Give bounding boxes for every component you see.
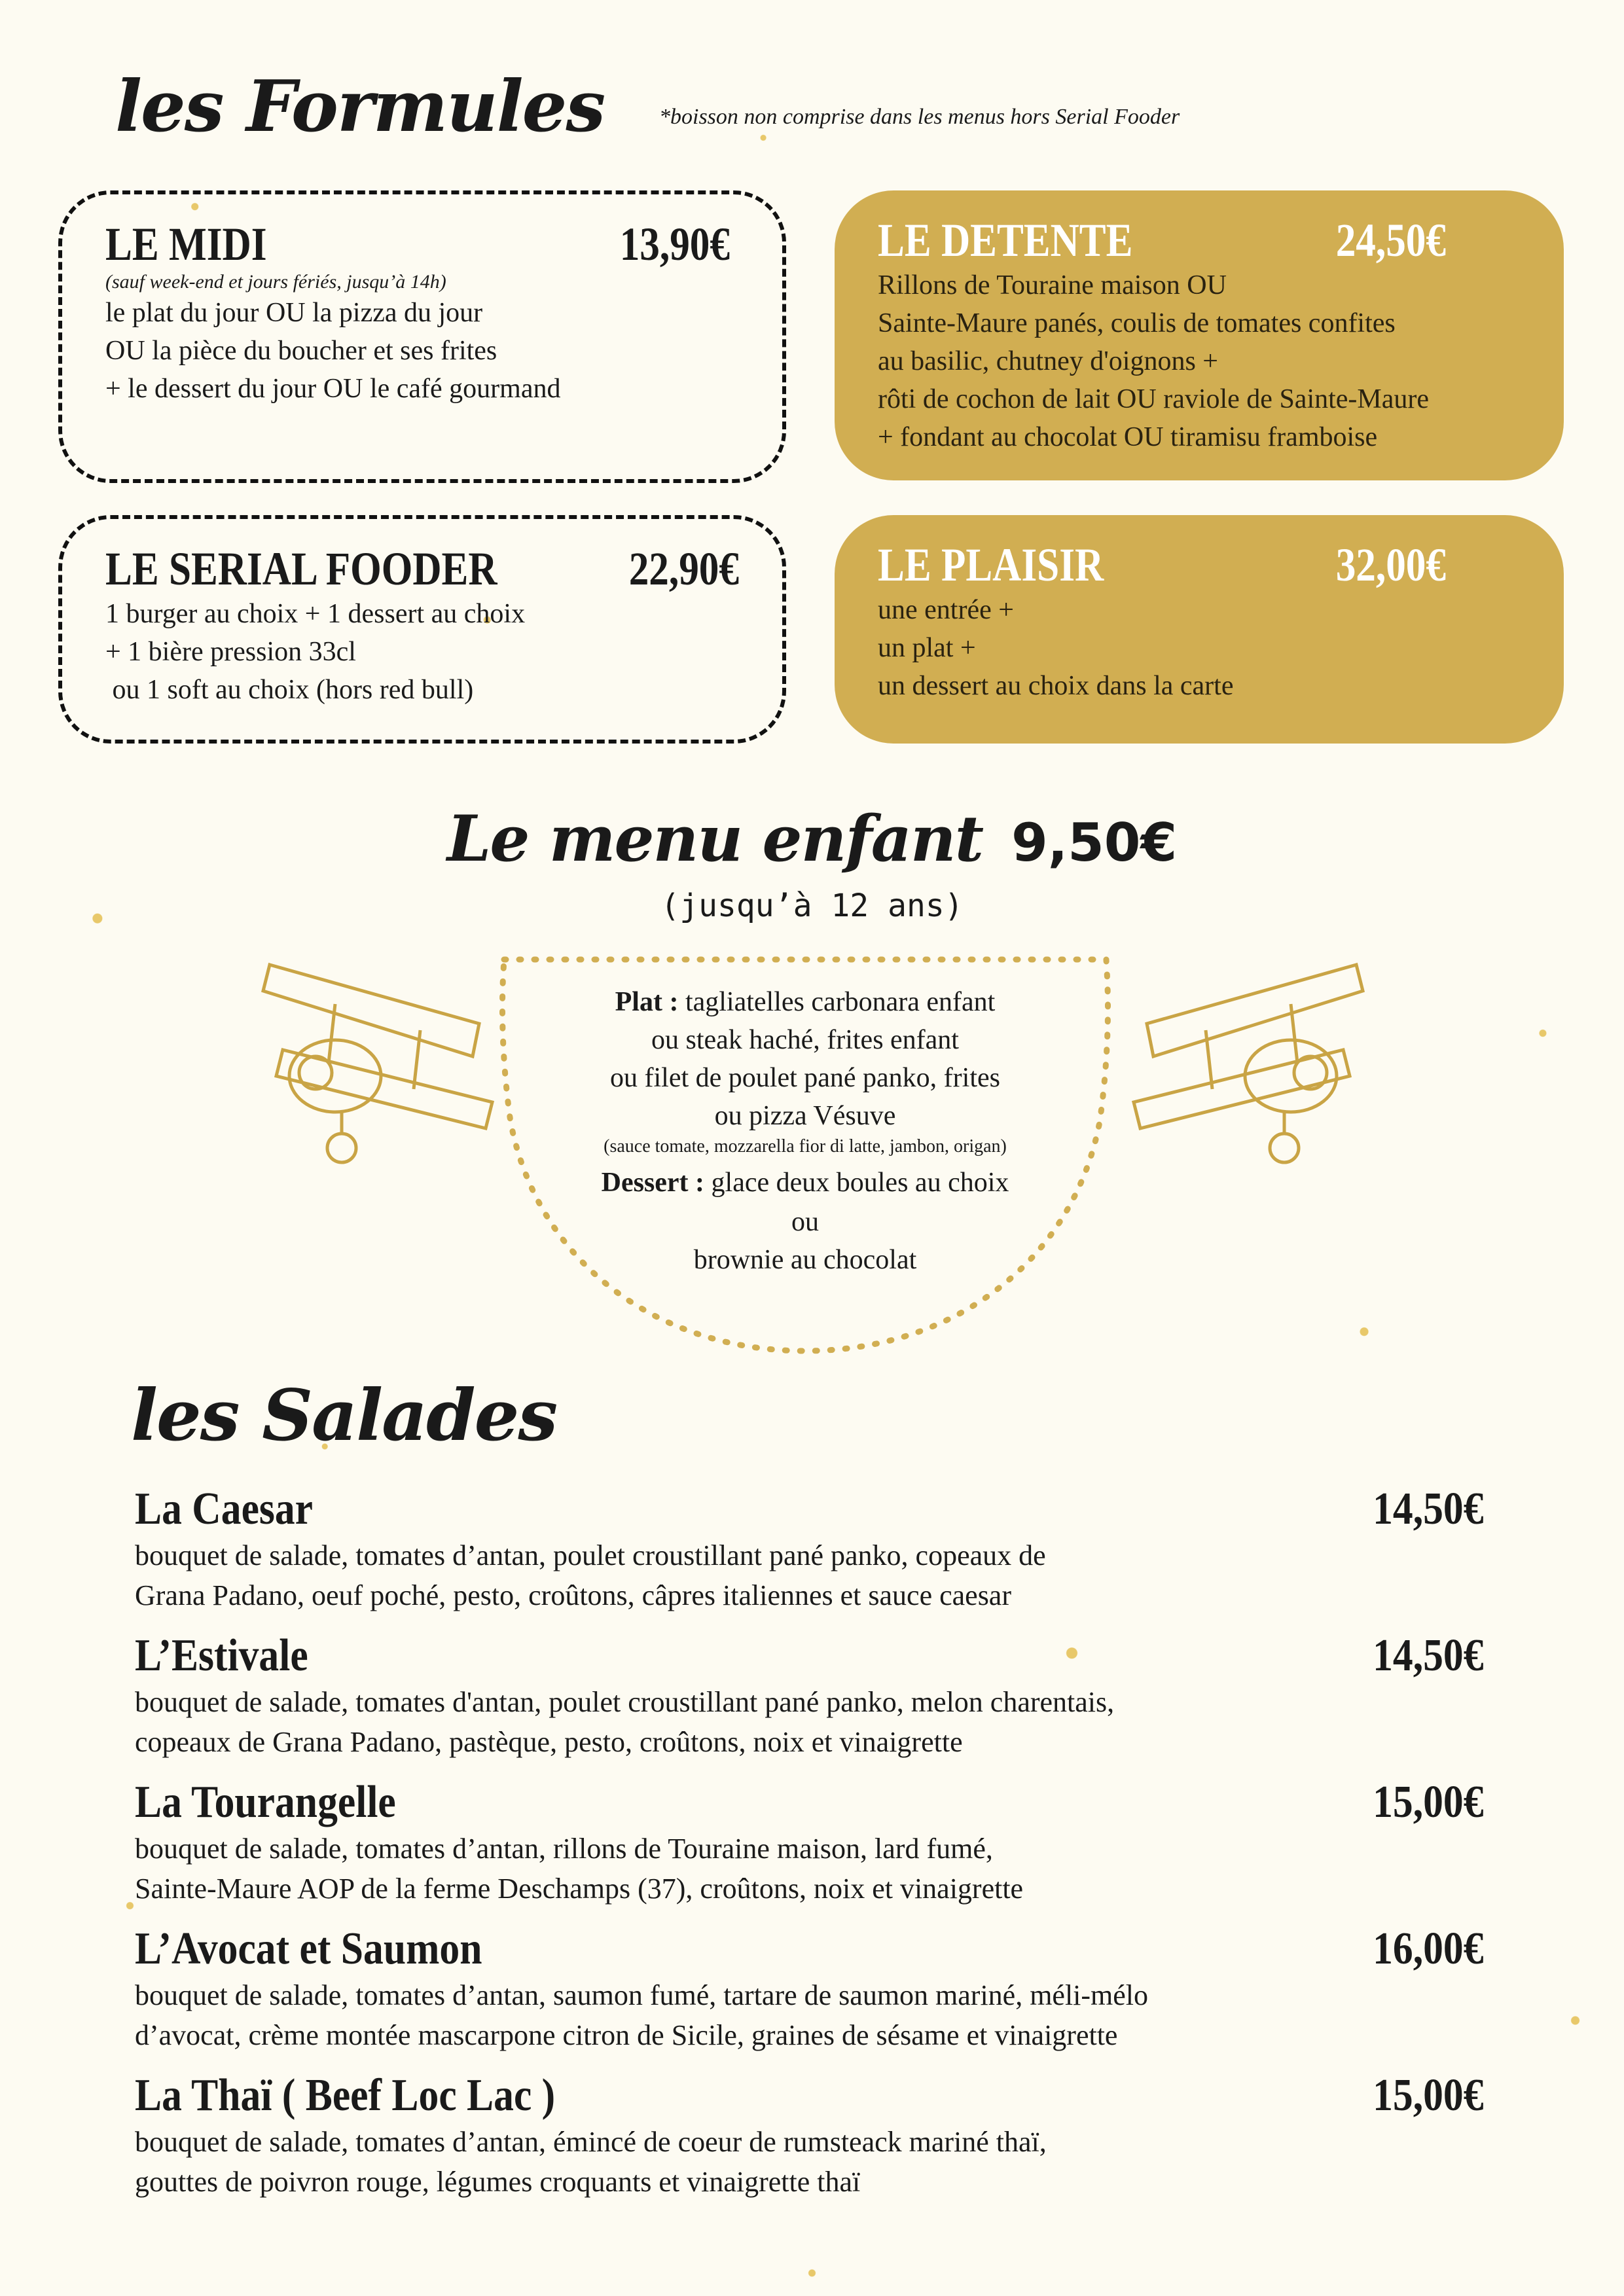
salad-price: 14,50€ xyxy=(1372,1484,1483,1534)
formule-title: LE MIDI xyxy=(105,218,267,270)
dessert-label: Dessert : xyxy=(601,1168,705,1198)
dessert-option: ou xyxy=(791,1207,819,1237)
kids-age: (jusqu’à 12 ans) xyxy=(660,888,964,924)
formule-serial-fooder xyxy=(58,515,786,744)
formule-line: un dessert au choix dans la carte xyxy=(878,671,1234,701)
formule-line: rôti de cochon de lait OU raviole de Sainte-Maure xyxy=(878,384,1430,414)
salad-name: L’Avocat et Saumon xyxy=(135,1924,482,1974)
biplane-right-icon xyxy=(1121,952,1369,1174)
salad-price: 16,00€ xyxy=(1372,1924,1483,1974)
salad-item xyxy=(135,1923,1483,2055)
formule-line: un plat + xyxy=(878,633,976,663)
salad-desc: copeaux de Grana Padano, pastèque, pesto, croûtons, noix et vinaigrette xyxy=(135,1726,963,1758)
pizza-note: (sauce tomate, mozzarella fior di latte, jambon, origan) xyxy=(604,1136,1007,1157)
salad-item xyxy=(135,1483,1483,1615)
plat-option: ou pizza Vésuve xyxy=(714,1101,896,1131)
salad-price: 14,50€ xyxy=(1372,1630,1483,1681)
salades-title: les Salades xyxy=(131,1374,557,1457)
drinks-note: *boisson non comprise dans les menus hors Serial Fooder xyxy=(659,105,1180,129)
formule-line: Sainte-Maure panés, coulis de tomates confites xyxy=(878,308,1396,338)
kids-plat-line xyxy=(497,983,1113,1021)
plat-label: Plat : xyxy=(615,987,679,1017)
salad-desc: bouquet de salade, tomates d’antan, rillons de Touraine maison, lard fumé, xyxy=(135,1833,993,1865)
formule-line: le plat du jour OU la pizza du jour xyxy=(105,298,483,328)
salad-name: La Thaï ( Beef Loc Lac ) xyxy=(135,2070,556,2121)
dessert-option: brownie au chocolat xyxy=(693,1245,917,1275)
formule-line: une entrée + xyxy=(878,595,1014,625)
dessert-option: glace deux boules au choix xyxy=(711,1168,1009,1198)
formule-detente xyxy=(835,190,1564,480)
salad-item xyxy=(135,1630,1483,1762)
formule-line: Rillons de Touraine maison OU xyxy=(878,270,1227,300)
salad-desc: bouquet de salade, tomates d'antan, poulet croustillant pané panko, melon charentais, xyxy=(135,1686,1115,1718)
plat-option: tagliatelles carbonara enfant xyxy=(685,987,996,1017)
kids-menu-price: 9,50€ xyxy=(1011,812,1178,873)
salad-item xyxy=(135,1776,1483,1909)
formule-note: (sauf week-end et jours fériés, jusqu’à 14h) xyxy=(105,271,446,293)
formule-title: LE PLAISIR xyxy=(878,539,1104,591)
salad-desc: bouquet de salade, tomates d’antan, saumon fumé, tartare de saumon mariné, méli-mélo xyxy=(135,1979,1149,2011)
salad-desc: Sainte-Maure AOP de la ferme Deschamps (37), croûtons, noix et vinaigrette xyxy=(135,1873,1024,1905)
formule-line: + 1 bière pression 33cl xyxy=(105,637,356,667)
kids-menu-header xyxy=(0,802,1624,876)
formule-title: LE SERIAL FOODER xyxy=(105,543,497,595)
formule-line: au basilic, chutney d'oignons + xyxy=(878,346,1218,376)
plat-option: ou filet de poulet pané panko, frites xyxy=(610,1063,1000,1093)
salad-item xyxy=(135,2070,1483,2202)
formule-line: 1 burger au choix + 1 dessert au choix xyxy=(105,599,526,629)
formule-line: ou 1 soft au choix (hors red bull) xyxy=(105,675,474,705)
salad-price: 15,00€ xyxy=(1372,1777,1483,1827)
salad-desc: bouquet de salade, tomates d’antan, émincé de coeur de rumsteack mariné thaï, xyxy=(135,2126,1047,2158)
kids-menu-title: Le menu enfant xyxy=(446,802,983,876)
plat-option: ou steak haché, frites enfant xyxy=(651,1025,959,1055)
salad-desc: d’avocat, crème montée mascarpone citron de Sicile, graines de sésame et vinaigrette xyxy=(135,2019,1118,2051)
salad-name: La Tourangelle xyxy=(135,1777,396,1827)
formule-plaisir xyxy=(835,515,1564,744)
formule-line: OU la pièce du boucher et ses frites xyxy=(105,336,497,366)
formule-line: + fondant au chocolat OU tiramisu framboise xyxy=(878,422,1378,452)
salad-name: L’Estivale xyxy=(135,1630,308,1681)
salad-name: La Caesar xyxy=(135,1484,314,1534)
salad-desc: Grana Padano, oeuf poché, pesto, croûtons, câpres italiennes et sauce caesar xyxy=(135,1579,1011,1611)
formule-price: 13,90€ xyxy=(619,218,730,270)
kids-dessert-line xyxy=(497,1164,1113,1202)
formule-midi xyxy=(58,190,786,483)
formule-title: LE DETENTE xyxy=(878,214,1133,266)
salad-desc: gouttes de poivron rouge, légumes croquants et vinaigrette thaï xyxy=(135,2166,861,2198)
formule-price: 32,00€ xyxy=(1335,539,1446,591)
formule-line: + le dessert du jour OU le café gourmand xyxy=(105,374,561,404)
salad-price: 15,00€ xyxy=(1372,2070,1483,2121)
salad-desc: bouquet de salade, tomates d’antan, poulet croustillant pané panko, copeaux de xyxy=(135,1539,1046,1571)
formules-title: les Formules xyxy=(115,65,605,148)
formule-price: 22,90€ xyxy=(628,543,739,595)
biplane-left-icon xyxy=(257,952,505,1174)
formule-price: 24,50€ xyxy=(1335,214,1446,266)
